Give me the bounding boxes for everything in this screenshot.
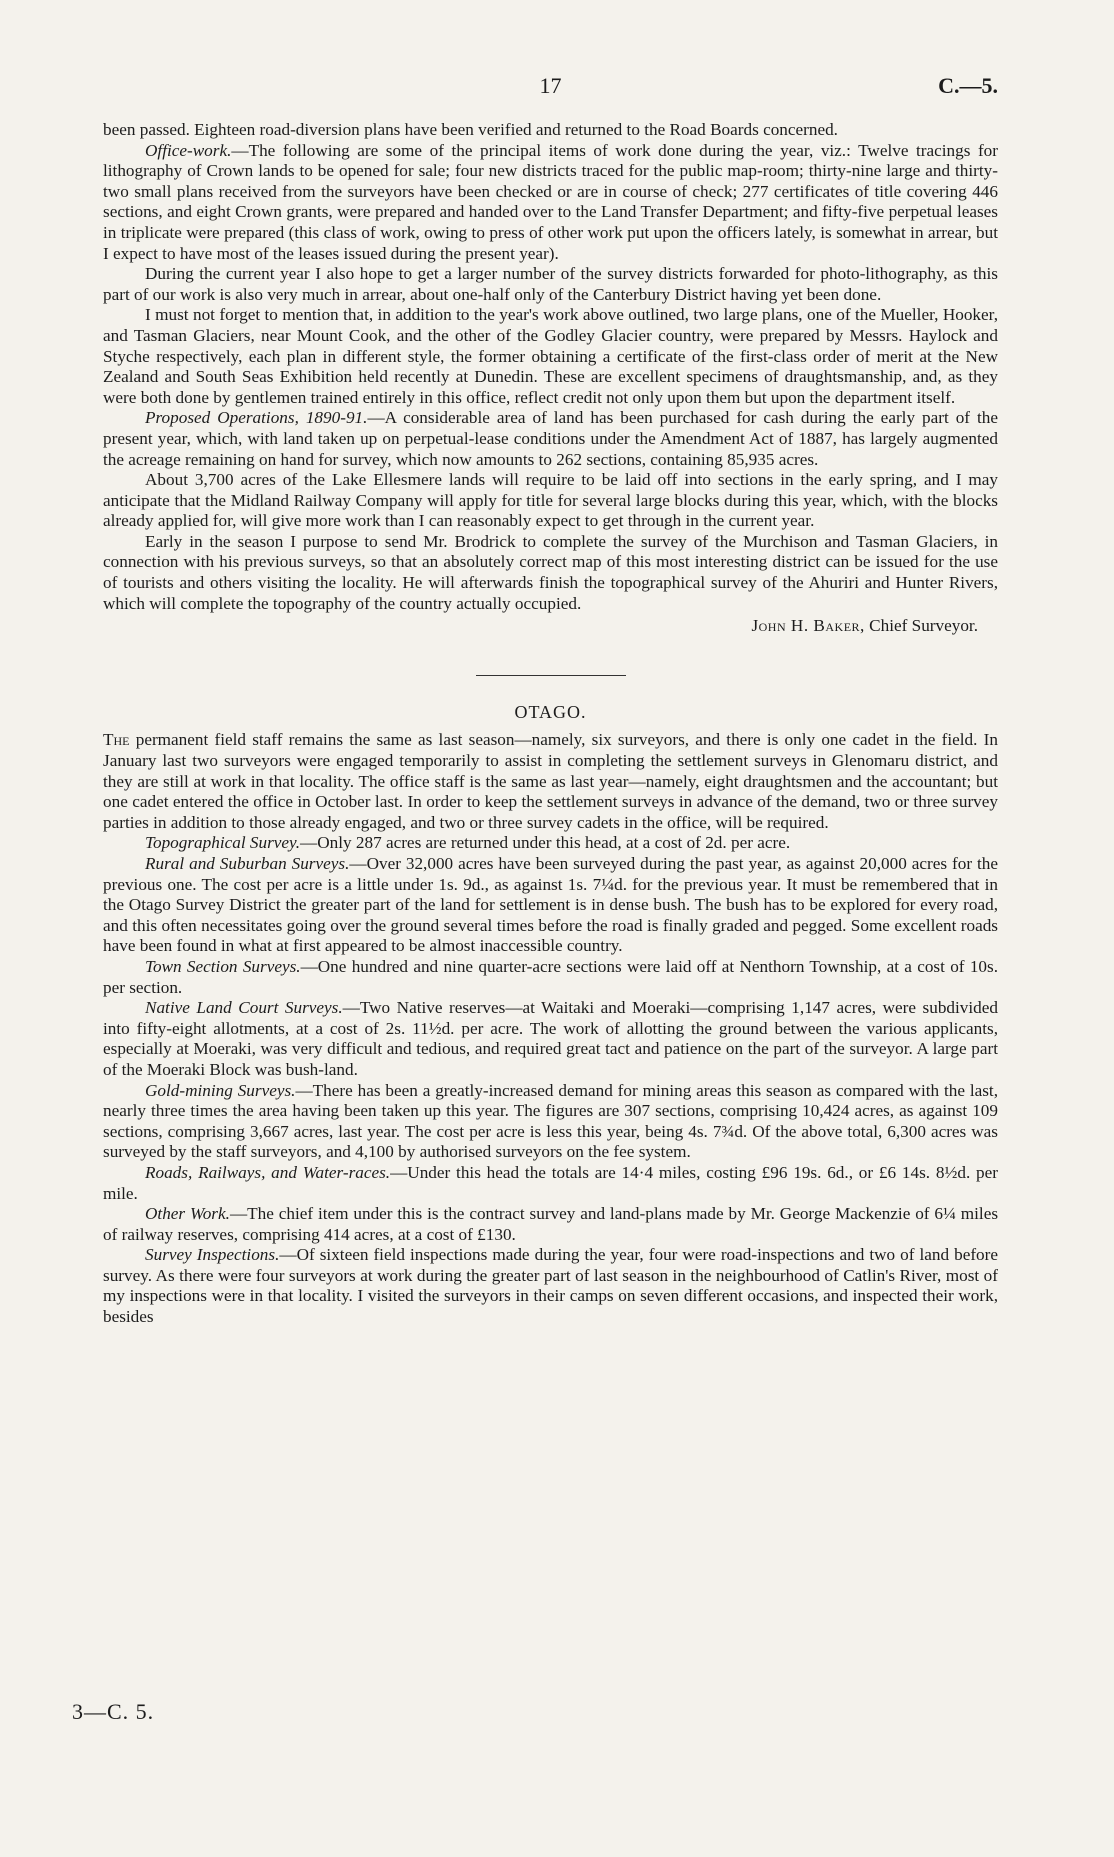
paragraph: Other Work.—The chief item under this is the contract survey and land-plans made by Mr. George Mackenzie of 6¼ miles of railway reserves, comprising 414 acres, at a cost of £130. (103, 1204, 999, 1244)
paragraph: Native Land Court Surveys.—Two Native reserves—at Waitaki and Moeraki—comprising 1,147 acres, were subdivided into fifty-eight allotments, at a cost of 2s. 11½d. per acre. The work of allotting the ground between the various applicants, especially at Moeraki, was very difficult and tedious, and required great tact and patience on the part of the surveyor. A large part of the Moeraki Block was bush-land. (103, 998, 998, 1079)
signature-name: John H. Baker, (751, 616, 865, 636)
signature-title: Chief Surveyor. (864, 616, 978, 636)
paragraph: The permanent field staff remains the same as last season—namely, six surveyors, and there is only one cadet in the field. In January last two surveyors were engaged temporarily to assist in completing the settlement surveys in Glenomaru district, and they are still at work in that locality. The office staff is the same as last year—namely, eight draughtsmen and the accountant; but one cadet entered the office in October last. In order to keep the settlement surveys in advance of the demand, two or three survey parties in addition to those already engaged, and two or three survey cadets in the office, will be required. (103, 730, 998, 832)
paragraph: I must not forget to mention that, in addition to the year's work above outlined, two large plans, one of the Mueller, Hooker, and Tasman Glaciers, near Mount Cook, and the other of the Godley Glacier country, were prepared by Messrs. Haylock and Styche respectively, each plan in different style, the former obtaining a certificate of the first-class order of merit at the New Zealand and South Seas Exhibition held recently at Dunedin. These are excellent specimens of draughtsmanship, and, as they were both done by gentlemen trained entirely in this office, reflect credit not only upon them but upon the department itself. (103, 305, 998, 407)
document-code: C.—5. (938, 73, 998, 98)
printer-signature: 3—C. 5. (72, 1699, 155, 1724)
section-divider (476, 675, 626, 676)
paragraph: Proposed Operations, 1890-91.—A considerable area of land has been purchased for cash during the early part of the present year, which, with land taken up on perpetual-lease conditions under the Amendment Act of 1887, has largely augmented the acreage remaining on hand for survey, which now amounts to 262 sections, containing 85,935 acres. (103, 408, 999, 469)
paragraph: Roads, Railways, and Water-races.—Under this head the totals are 14·4 miles, costing £96 19s. 6d., or £6 14s. 8½d. per mile. (103, 1162, 998, 1203)
paragraph: Topographical Survey.—Only 287 acres are returned under this head, at a cost of 2d. per acre. (145, 833, 791, 853)
signature (103, 616, 998, 637)
paragraph: During the current year I also hope to get a larger number of the survey districts forwarded for photo-lithography, as this part of our work is also very much in arrear, about one-half only of the Canterbury District having yet been done. (103, 264, 998, 304)
paragraph: Early in the season I purpose to send Mr. Brodrick to complete the survey of the Murchison and Tasman Glaciers, in connection with his previous surveys, so that an absolutely correct map of this most interesting district can be issued for the use of tourists and others visiting the locality. He will afterwards finish the topographical survey of the Ahuriri and Hunter Rivers, which will complete the topography of the country actually occupied. (103, 531, 998, 613)
paragraph: been passed. Eighteen road-diversion plans have been verified and returned to the Road Boards concerned. (103, 120, 838, 139)
paragraph: Office-work.—The following are some of the principal items of work done during the year, viz.: Twelve tracings for lithography of Crown lands to be opened for sale; four new districts traced for the public map-room; thirty-nine large and thirty-two small plans received from the surveyors have been checked or are in course of check; 277 certificates of title covering 446 sections, and eight Crown grants, were prepared and handed over to the Land Transfer Department; and fifty-five perpetual leases in triplicate were prepared (this class of work, owing to press of other work put upon the officers lately, is somewhat in arrear, but I expect to have most of the leases issued during the present year). (103, 140, 998, 263)
section-title-otago: OTAGO. (514, 701, 587, 722)
otago-report (103, 730, 998, 1327)
paragraph: About 3,700 acres of the Lake Ellesmere lands will require to be laid off into sections in the early spring, and I may anticipate that the Midland Railway Company will apply for title for several large blocks during this year, which, with the blocks already applied for, will give more work than I can reasonably expect to get through in the current year. (103, 470, 998, 531)
document-page (103, 73, 999, 1328)
page-header (103, 73, 998, 120)
paragraph: Gold-mining Surveys.—There has been a greatly-increased demand for mining areas this season as compared with the last, nearly three times the area having been taken up this year. The figures are 307 sections, comprising 10,424 acres, as against 109 sections, comprising 3,667 acres, last year. The cost per acre is less this year, being 4s. 7¾d. Of the above total, 6,300 acres was surveyed by the staff surveyors, and 4,100 by authorised surveyors on the fee system. (103, 1080, 998, 1162)
paragraph: Rural and Suburban Surveys.—Over 32,000 acres have been surveyed during the past year, as against 20,000 acres for the previous one. The cost per acre is a little under 1s. 9d., as against 1s. 7¼d. for the previous year. It must be remembered that in the Otago Survey District the greater part of the land for settlement is in dense bush. The bush has to be explored for every road, and this often necessitates going over the ground several times before the road is finally graded and pegged. Some excellent roads have been found in what at first appeared to be almost inaccessible country. (103, 854, 998, 956)
paragraph: Survey Inspections.—Of sixteen field inspections made during the year, four were road-inspections and two of land before survey. As there were four surveyors at work during the greater part of last season in the neighbourhood of Catlin's River, most of my inspections were in that locality. I visited the surveyors in their camps on seven different occasions, and inspected their work, besides (103, 1245, 998, 1327)
canterbury-report (103, 120, 998, 637)
paragraph: Town Section Surveys.—One hundred and nine quarter-acre sections were laid off at Nenthorn Township, at a cost of 10s. per section. (103, 956, 998, 997)
page-number: 17 (539, 73, 562, 98)
